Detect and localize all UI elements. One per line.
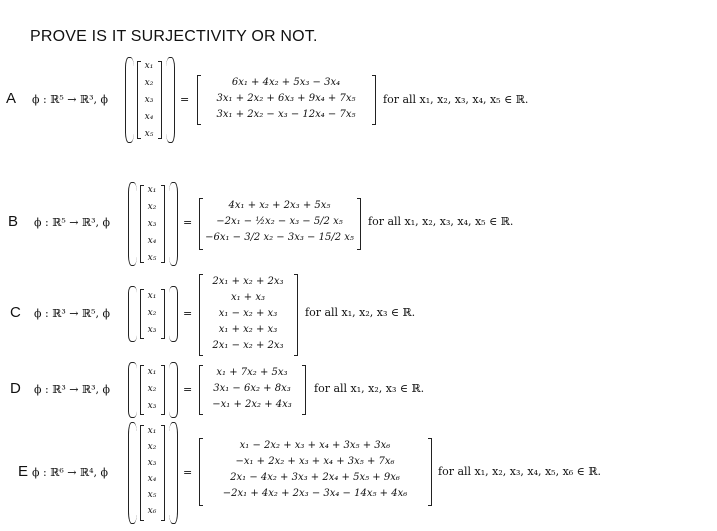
- equals-sign: =: [183, 466, 193, 479]
- right-bracket: [161, 365, 165, 415]
- map-signature: ϕ : ℝ⁵ → ℝ³, ϕ: [34, 216, 111, 229]
- map-signature: ϕ : ℝ⁵ → ℝ³, ϕ: [32, 93, 109, 106]
- input-vector: x₁ x₂ x₃ x₄ x₅: [147, 185, 157, 263]
- right-paren: [169, 182, 178, 266]
- problem-letter: E: [18, 463, 29, 480]
- left-paren: [128, 286, 137, 342]
- problem-letter: A: [6, 90, 17, 107]
- input-vector: x₁ x₂ x₃ x₄ x₅ x₆: [147, 426, 157, 516]
- problem-letter: C: [10, 304, 21, 321]
- output-matrix: x₁ − 2x₂ + x₃ + x₄ + 3x₅ + 3x₆ −x₁ + 2x₂ + x₃ + x₄ + 3x₅ + 7x₆ 2x₁ − 4x₂ + 3x₃ + 2x₄ + 5x₅ + 9x₆ −2x₁ + 4x₂ + 2x₃ − 3x₄ − 14x₅ + 4x₆: [222, 440, 408, 499]
- condition-text: for all x₁, x₂, x₃, x₄, x₅ ∈ ℝ.: [368, 215, 514, 228]
- output-matrix: 2x₁ + x₂ + 2x₃ x₁ + x₃ x₁ − x₂ + x₃ x₁ + x₂ + x₃ 2x₁ − x₂ + 2x₃: [212, 276, 284, 351]
- right-bracket: [302, 365, 306, 415]
- right-bracket: [161, 289, 165, 339]
- problem-a: [0, 55, 717, 145]
- right-paren: [169, 362, 178, 418]
- problem-b: [0, 180, 717, 270]
- map-signature: ϕ : ℝ⁶ → ℝ⁴, ϕ: [32, 466, 109, 479]
- left-paren: [128, 182, 137, 266]
- right-paren: [169, 286, 178, 342]
- equals-sign: =: [180, 93, 190, 106]
- problem-e: [0, 422, 717, 527]
- equals-sign: =: [183, 307, 193, 320]
- map-signature: ϕ : ℝ³ → ℝ⁵, ϕ: [34, 307, 111, 320]
- right-bracket: [372, 75, 376, 125]
- problem-c: [0, 272, 717, 356]
- left-paren: [125, 57, 134, 143]
- problem-letter: D: [10, 380, 21, 397]
- output-matrix: x₁ + 7x₂ + 5x₃ 3x₁ − 6x₂ + 8x₃ −x₁ + 2x₂ + 4x₃: [212, 367, 292, 410]
- right-bracket: [294, 274, 298, 356]
- equals-sign: =: [183, 216, 193, 229]
- problem-d: [0, 360, 717, 420]
- right-paren: [166, 57, 175, 143]
- right-bracket: [357, 198, 361, 250]
- right-bracket: [161, 185, 165, 263]
- condition-text: for all x₁, x₂, x₃ ∈ ℝ.: [314, 382, 425, 395]
- condition-text: for all x₁, x₂, x₃ ∈ ℝ.: [305, 306, 416, 319]
- right-bracket: [428, 438, 432, 506]
- left-paren: [128, 362, 137, 418]
- output-matrix: 4x₁ + x₂ + 2x₃ + 5x₅ −2x₁ − ½x₂ − x₃ − 5/2 x₅ −6x₁ − 3/2 x₂ − 3x₃ − 15/2 x₅: [205, 200, 354, 243]
- map-signature: ϕ : ℝ³ → ℝ³, ϕ: [34, 383, 111, 396]
- condition-text: for all x₁, x₂, x₃, x₄, x₅, x₆ ∈ ℝ.: [438, 465, 601, 478]
- output-matrix: 6x₁ + 4x₂ + 5x₃ − 3x₄ 3x₁ + 2x₂ + 6x₃ + 9x₄ + 7x₅ 3x₁ + 2x₂ − x₃ − 12x₄ − 7x₅: [216, 77, 356, 120]
- right-paren: [169, 422, 178, 524]
- input-vector: x₁ x₂ x₃: [147, 291, 157, 335]
- input-vector: x₁ x₂ x₃: [147, 367, 157, 411]
- problem-letter: B: [8, 213, 19, 230]
- left-paren: [128, 422, 137, 524]
- input-vector: x₁ x₂ x₃ x₄ x₅: [144, 61, 154, 139]
- equals-sign: =: [183, 383, 193, 396]
- right-bracket: [158, 61, 162, 139]
- page-title: PROVE IS IT SURJECTIVITY OR NOT.: [30, 28, 318, 45]
- right-bracket: [161, 425, 165, 521]
- condition-text: for all x₁, x₂, x₃, x₄, x₅ ∈ ℝ.: [383, 93, 529, 106]
